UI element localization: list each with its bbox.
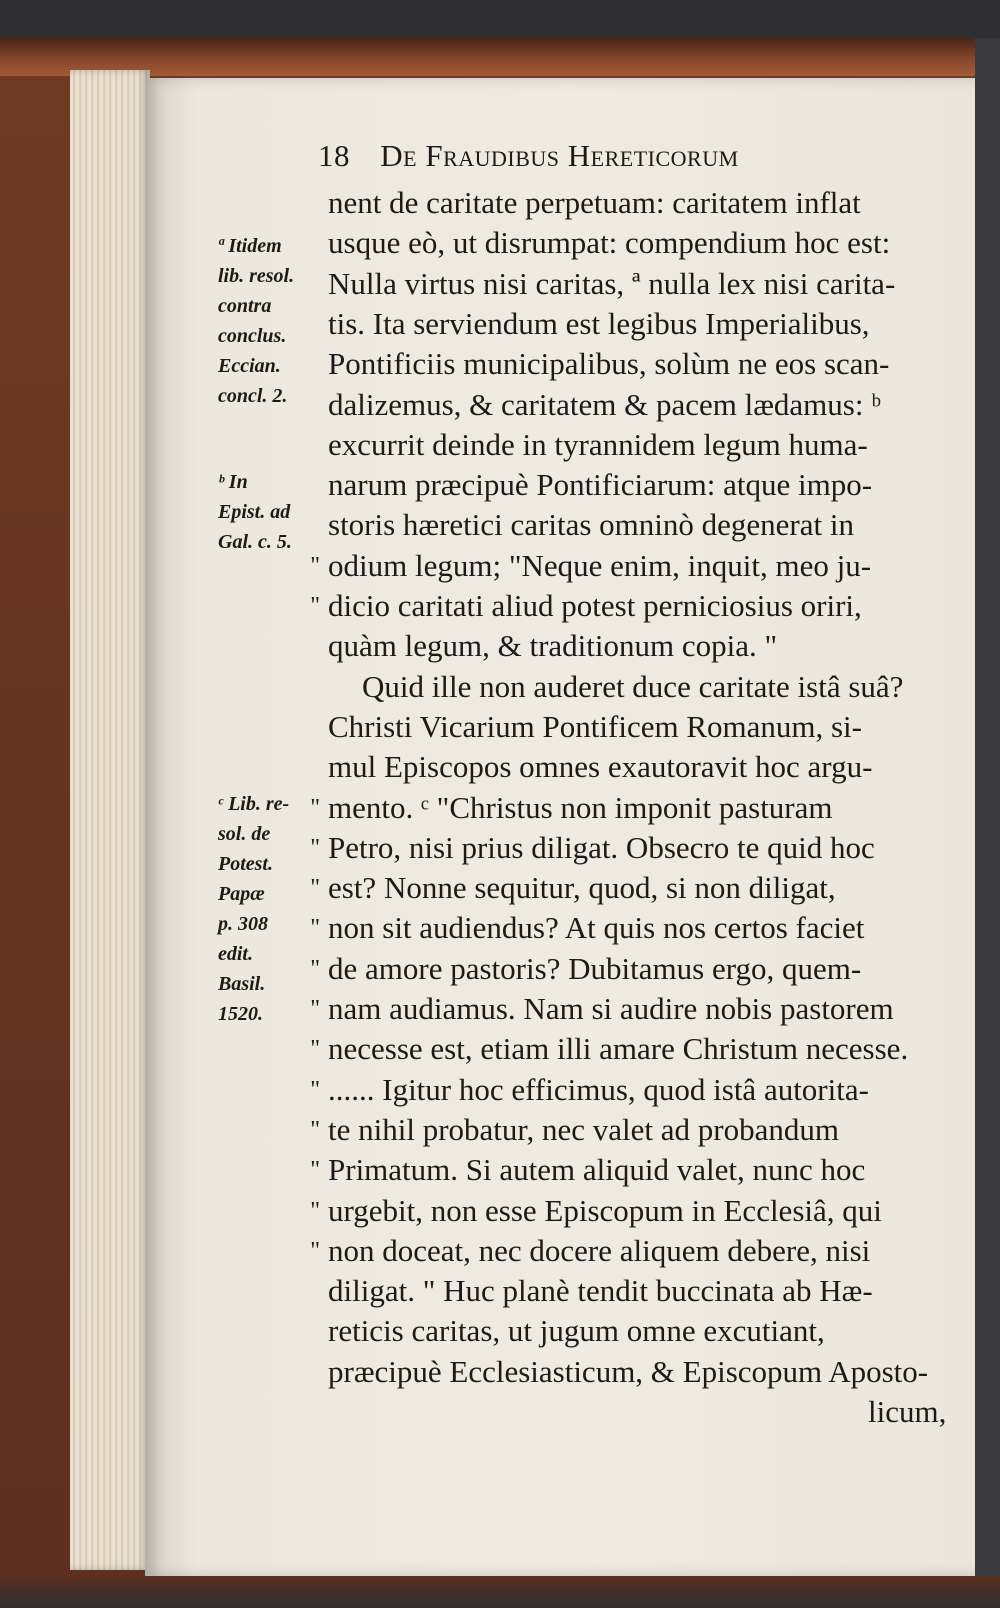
quote-mark: " (310, 1076, 320, 1103)
page-number: 18 (318, 138, 350, 173)
quote-mark: " (310, 1157, 320, 1184)
marginal-note-line: concl. 2. (218, 385, 288, 407)
quote-mark: " (310, 834, 320, 861)
text-line: reticis caritas, ut jugum omne excutiant, (328, 1313, 825, 1349)
text-line: nam audiamus. Nam si audire nobis pastorem (328, 991, 894, 1026)
quote-mark: " (310, 955, 320, 982)
text-line: præcipuè Ecclesiasticum, & Episcopum Aposto- (328, 1353, 929, 1389)
quote-mark: " (310, 1116, 320, 1143)
marginal-note-line: Papæ (218, 883, 265, 905)
marginal-note-line: ª Itidem (218, 235, 282, 257)
background-right (975, 38, 1000, 1608)
text-line: dalizemus, & caritatem & pacem lædamus: ᵇ (328, 386, 881, 422)
marginal-note-line: conclus. (218, 325, 287, 347)
text-line: non doceat, nec docere aliquem debere, nisi (328, 1232, 871, 1268)
text-line: est? Nonne sequitur, quod, si non diligat, (328, 870, 836, 906)
text-line: licum, (868, 1394, 947, 1429)
quote-mark: " (310, 996, 320, 1022)
text-line: tis. Ita serviendum est legibus Imperialibus, (328, 305, 870, 341)
text-line: dicio caritati aliud potest perniciosius oriri, (328, 588, 862, 623)
page-stack-edge (70, 70, 150, 1570)
text-line: non sit audiendus? At quis nos certos faciet (328, 910, 865, 946)
marginal-note-line: p. 308 (218, 913, 268, 935)
marginal-note-line: Eccian. (218, 355, 281, 377)
running-head (318, 138, 938, 174)
marginal-note-line: Potest. (218, 853, 273, 875)
quote-mark: " (310, 1197, 320, 1224)
text-line: de amore pastoris? Dubitamus ergo, quem- (328, 950, 862, 986)
text-line: mento. ᶜ "Christus non imponit pasturam (328, 789, 833, 825)
text-line: Christi Vicarium Pontificem Romanum, si- (328, 708, 862, 744)
text-line: te nihil probatur, nec valet ad probandum (328, 1111, 839, 1147)
running-title: De Fraudibus Hereticorum (380, 138, 739, 173)
marginal-note-line: contra (218, 295, 272, 317)
book-bottom-edge (0, 1576, 1000, 1608)
marginal-note-line: edit. (218, 943, 253, 965)
text-line: diligat. " Huc planè tendit buccinata ab Hæ- (328, 1273, 873, 1309)
marginal-note-line: ᵇ In (218, 471, 248, 493)
marginal-note-line: lib. resol. (218, 265, 295, 287)
text-line: mul Episcopos omnes exautoravit hoc argu- (328, 749, 873, 785)
quote-mark: " (310, 794, 320, 821)
quote-mark: " (310, 1036, 320, 1063)
text-line: Primatum. Si autem aliquid valet, nunc hoc (328, 1152, 866, 1188)
marginal-note-line: Basil. (218, 973, 266, 995)
text-line: quàm legum, & traditionum copia. " (328, 628, 778, 664)
quote-mark: " (310, 1237, 320, 1264)
text-line: usque eò, ut disrumpat: compendium hoc est: (328, 225, 891, 261)
quote-mark: " (310, 915, 320, 942)
quote-mark: " (310, 875, 320, 902)
marginal-note-line: Gal. c. 5. (218, 531, 292, 553)
text-line: excurrit deinde in tyrannidem legum huma- (328, 426, 868, 462)
text-line: nent de caritate perpetuam: caritatem inflat (328, 185, 861, 220)
marginal-note-line: ᶜ Lib. re- (218, 793, 290, 815)
text-line: urgebit, non esse Episcopum in Ecclesiâ, qui (328, 1192, 882, 1228)
text-line: odium legum; "Neque enim, inquit, meo ju- (328, 547, 872, 583)
text-line: storis hæretici caritas omninò degenerat in (328, 507, 854, 543)
text-line: narum præcipuè Pontificiarum: atque impo- (328, 467, 873, 503)
text-line: Quid ille non auderet duce caritate istâ suâ? (362, 668, 904, 704)
text-line: Petro, nisi prius diligat. Obsecro te quid hoc (328, 829, 875, 865)
text-line: Pontificiis municipalibus, solùm ne eos scan- (328, 346, 890, 382)
text-line: necesse est, etiam illi amare Christum necesse. (328, 1031, 909, 1067)
marginal-note-line: sol. de (218, 823, 271, 845)
text-line: Nulla virtus nisi caritas, ª nulla lex nisi carita- (328, 265, 896, 301)
quote-mark: " (310, 593, 320, 619)
marginal-note-line: 1520. (218, 1003, 263, 1025)
quote-mark: " (310, 552, 320, 579)
text-line: ...... Igitur hoc efficimus, quod istâ autorita- (328, 1071, 869, 1107)
book-top-edge (0, 38, 1000, 76)
marginal-note-line: Epist. ad (218, 501, 291, 523)
